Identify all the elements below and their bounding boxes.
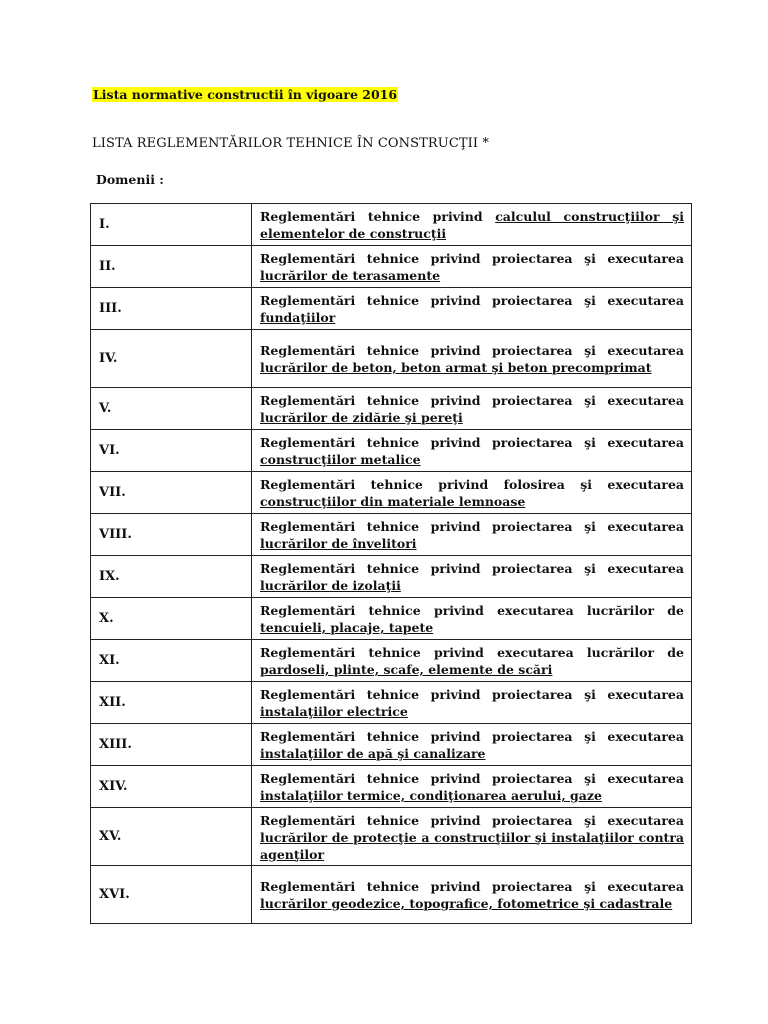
table-row xyxy=(91,640,692,682)
table-row xyxy=(91,598,692,640)
domain-description-text: Reglementări tehnice privind proiectarea şi executarea xyxy=(260,519,684,534)
domain-description xyxy=(252,808,692,866)
domain-link[interactable]: lucrărilor de zidărie şi pereţi xyxy=(260,410,463,425)
domain-link[interactable]: lucrărilor de beton, beton armat şi beton precomprimat xyxy=(260,360,652,375)
table-row xyxy=(91,430,692,472)
table-row xyxy=(91,866,692,924)
table-row xyxy=(91,766,692,808)
table-row xyxy=(91,472,692,514)
domain-description xyxy=(252,430,692,472)
domain-number: X. xyxy=(91,598,252,640)
domain-description xyxy=(252,204,692,246)
domain-link[interactable]: tencuieli, placaje, tapete xyxy=(260,620,434,635)
domain-link[interactable]: construcţiilor metalice xyxy=(260,452,421,467)
table-row xyxy=(91,246,692,288)
domain-link[interactable]: lucrărilor de terasamente xyxy=(260,268,441,283)
domain-description xyxy=(252,514,692,556)
document-title: LISTA REGLEMENTĂRILOR TEHNICE ÎN CONSTRUCŢII * xyxy=(92,136,489,151)
table-row xyxy=(91,204,692,246)
domain-description xyxy=(252,330,692,388)
domain-description-text: Reglementări tehnice privind proiectarea şi executarea xyxy=(260,687,684,702)
domain-description-text: Reglementări tehnice privind executarea lucrărilor de xyxy=(260,645,684,660)
domain-number: VII. xyxy=(91,472,252,514)
domain-link[interactable]: fundaţiilor xyxy=(260,310,336,325)
domain-number: XIII. xyxy=(91,724,252,766)
table-row xyxy=(91,388,692,430)
domain-description xyxy=(252,598,692,640)
domain-description xyxy=(252,682,692,724)
domain-link[interactable]: instalaţiilor electrice xyxy=(260,704,408,719)
domain-description-text: Reglementări tehnice privind proiectarea şi executarea xyxy=(260,771,684,786)
domain-description xyxy=(252,724,692,766)
domain-link[interactable]: instalaţiilor termice, condiţionarea aerului, gaze xyxy=(260,788,602,803)
domain-number: III. xyxy=(91,288,252,330)
domain-description-text: Reglementări tehnice privind proiectarea şi executarea xyxy=(260,251,684,266)
domain-number: I. xyxy=(91,204,252,246)
domain-number: XI. xyxy=(91,640,252,682)
domain-number: V. xyxy=(91,388,252,430)
domain-number: XVI. xyxy=(91,866,252,924)
domain-description-text: Reglementări tehnice privind proiectarea şi executarea xyxy=(260,393,684,408)
domain-description-text: Reglementări tehnice privind proiectarea şi executarea xyxy=(260,343,684,358)
page-heading: Lista normative constructii în vigoare 2016 xyxy=(93,87,398,102)
domain-link[interactable]: instalaţiilor de apă şi canalizare xyxy=(260,746,486,761)
domain-number: XIV. xyxy=(91,766,252,808)
domain-description-text: Reglementări tehnice privind proiectarea şi executarea xyxy=(260,729,684,744)
domain-description xyxy=(252,866,692,924)
domain-description xyxy=(252,288,692,330)
domain-number: IX. xyxy=(91,556,252,598)
domain-link[interactable]: construcţiilor din materiale lemnoase xyxy=(260,494,526,509)
domain-description-text: Reglementări tehnice privind proiectarea şi executarea xyxy=(260,435,684,450)
domain-description-text: Reglementări tehnice privind xyxy=(260,209,496,224)
domenii-label: Domenii : xyxy=(96,172,164,187)
table-row xyxy=(91,724,692,766)
domain-description xyxy=(252,640,692,682)
table-row xyxy=(91,808,692,866)
domain-link[interactable]: pardoseli, plinte, scafe, elemente de scări xyxy=(260,662,553,677)
domain-link[interactable]: lucrărilor de izolaţii xyxy=(260,578,401,593)
domain-number: II. xyxy=(91,246,252,288)
domain-description xyxy=(252,246,692,288)
domain-description-text: Reglementări tehnice privind executarea lucrărilor de xyxy=(260,603,684,618)
domain-number: XV. xyxy=(91,808,252,866)
table-row xyxy=(91,556,692,598)
domain-link[interactable]: lucrărilor de protecţie a construcţiilor şi instalaţiilor contra agenţilor xyxy=(260,829,684,862)
table-row xyxy=(91,288,692,330)
domain-number: IV. xyxy=(91,330,252,388)
domain-number: XII. xyxy=(91,682,252,724)
domain-number: VI. xyxy=(91,430,252,472)
domain-link[interactable]: calculul construcţiilor şi elementelor de construcţii xyxy=(260,209,684,241)
domain-description-text: Reglementări tehnice privind proiectarea şi executarea xyxy=(260,561,684,576)
domain-description xyxy=(252,472,692,514)
table-row xyxy=(91,682,692,724)
domain-link[interactable]: lucrărilor geodezice, topografice, fotometrice şi cadastrale xyxy=(260,896,673,911)
table-row xyxy=(91,514,692,556)
domain-description-text: Reglementări tehnice privind proiectarea şi executarea xyxy=(260,293,684,308)
domain-description-text: Reglementări tehnice privind proiectarea şi executarea xyxy=(260,812,684,828)
domain-description xyxy=(252,556,692,598)
domain-description xyxy=(252,388,692,430)
domain-description-text: Reglementări tehnice privind proiectarea şi executarea xyxy=(260,879,684,894)
domain-number: VIII. xyxy=(91,514,252,556)
domain-description xyxy=(252,766,692,808)
domains-table xyxy=(90,203,692,924)
domain-description-text: Reglementări tehnice privind folosirea şi executarea xyxy=(260,477,684,492)
domain-link[interactable]: lucrărilor de învelitori xyxy=(260,536,417,551)
table-row xyxy=(91,330,692,388)
